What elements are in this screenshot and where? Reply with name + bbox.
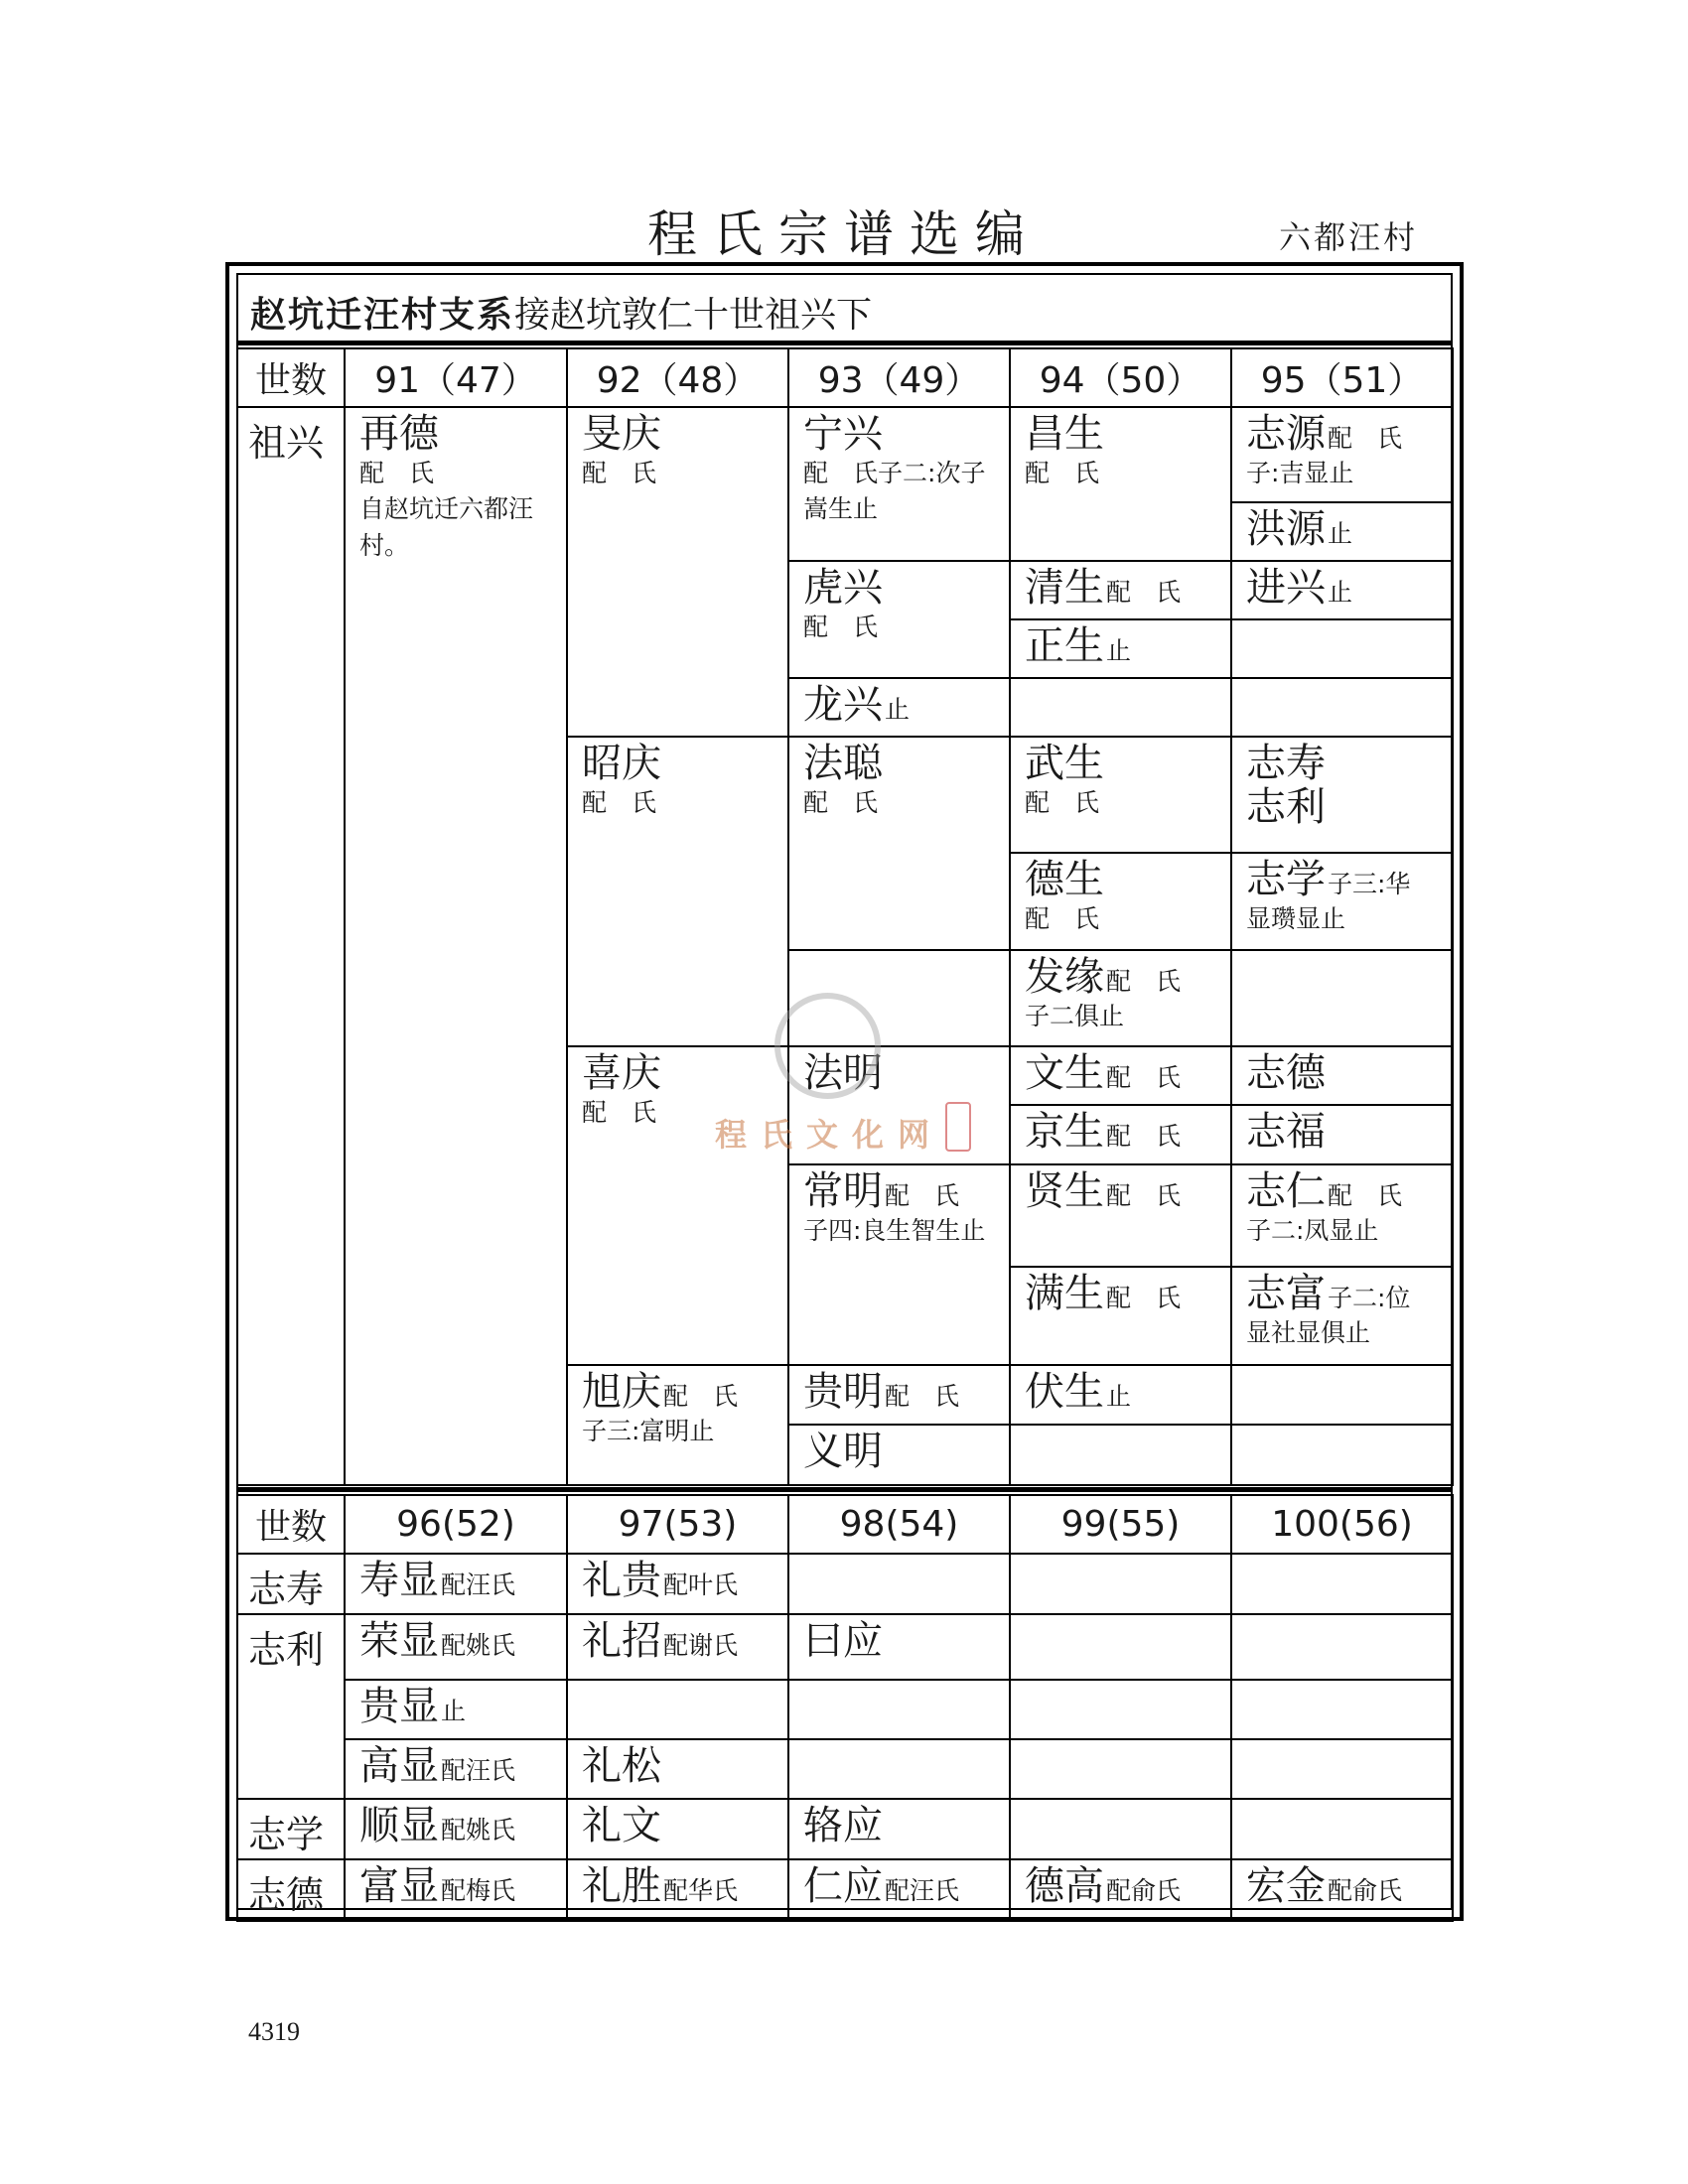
person-name: 礼松	[582, 1743, 661, 1789]
person-name: 法聪	[803, 741, 883, 786]
empty-cell	[1231, 678, 1453, 737]
person-name: 贤生	[1025, 1168, 1104, 1214]
spouse-note: 配 氏	[1025, 459, 1100, 487]
person-name: 贵显	[359, 1684, 439, 1729]
spouse-note: 配叶氏	[663, 1570, 739, 1599]
person-note: 子四:良生智生止	[803, 1216, 986, 1245]
person-note: 显瓒显止	[1246, 904, 1346, 933]
person-cell	[1231, 1105, 1453, 1164]
person-name: 德高	[1025, 1863, 1104, 1909]
person-name: 满生	[1025, 1271, 1104, 1316]
empty-cell	[1231, 1614, 1453, 1680]
status-note: 止	[1328, 519, 1353, 548]
generation-header: 98(54)	[788, 1495, 1010, 1554]
person-note: 子二:凤显止	[1246, 1216, 1379, 1245]
person-cell	[1010, 407, 1231, 561]
person-name: 贵明	[803, 1369, 883, 1415]
person-cell	[1010, 1859, 1231, 1921]
person-cell	[788, 1365, 1010, 1425]
page-title: 程氏宗谱选编	[647, 205, 1041, 263]
person-cell	[788, 1799, 1010, 1859]
status-note: 止	[1328, 578, 1353, 607]
parent-label: 志学	[237, 1799, 345, 1859]
person-cell	[345, 1799, 567, 1859]
empty-cell	[1231, 1680, 1453, 1739]
person-name: 礼招	[582, 1618, 661, 1664]
empty-cell	[1231, 619, 1453, 678]
spouse-note: 配俞氏	[1328, 1876, 1403, 1905]
generation-header: 95（51）	[1231, 348, 1453, 407]
person-name: 顺显	[359, 1803, 439, 1848]
divider	[236, 1487, 1452, 1492]
person-cell	[788, 1614, 1010, 1680]
person-cell	[345, 1614, 567, 1680]
person-cell	[788, 1164, 1010, 1365]
person-note: 自赵坑迁六都汪村。	[359, 494, 534, 560]
person-name: 进兴	[1246, 565, 1326, 611]
person-name: 志寿	[1246, 741, 1326, 786]
person-cell	[1231, 1164, 1453, 1267]
person-name: 志德	[1246, 1050, 1326, 1096]
generation-header: 97(53)	[567, 1495, 788, 1554]
person-cell	[1231, 502, 1453, 561]
person-cell	[788, 1425, 1010, 1485]
person-name: 富显	[359, 1863, 439, 1909]
empty-cell	[1010, 1680, 1231, 1739]
generation-header: 99(55)	[1010, 1495, 1231, 1554]
person-name: 仁应	[803, 1863, 883, 1909]
empty-cell	[1010, 1554, 1231, 1614]
spouse-note: 配 氏	[1025, 788, 1100, 817]
person-name: 曰应	[803, 1618, 883, 1664]
empty-cell	[1010, 1425, 1231, 1485]
person-name: 京生	[1025, 1109, 1104, 1155]
empty-cell	[1010, 678, 1231, 737]
generation-header: 96(52)	[345, 1495, 567, 1554]
person-name: 礼文	[582, 1803, 661, 1848]
person-name: 宏金	[1246, 1863, 1326, 1909]
person-name: 昭庆	[582, 741, 661, 786]
person-cell	[1010, 950, 1231, 1046]
generation-header: 93（49）	[788, 348, 1010, 407]
person-cell	[1010, 561, 1231, 619]
person-name: 志学	[1246, 857, 1326, 902]
person-cell	[1231, 1267, 1453, 1365]
person-note: 子二:位	[1328, 1284, 1411, 1312]
person-name: 高显	[359, 1743, 439, 1789]
person-cell	[567, 1614, 788, 1680]
empty-cell	[1231, 1799, 1453, 1859]
generation-header: 94（50）	[1010, 348, 1231, 407]
person-name: 礼贵	[582, 1558, 661, 1603]
parent-label: 志利	[237, 1614, 345, 1799]
person-cell	[1010, 1105, 1231, 1164]
person-name: 荣显	[359, 1618, 439, 1664]
person-cell	[567, 1554, 788, 1614]
spouse-note: 配俞氏	[1106, 1876, 1182, 1905]
person-cell	[1010, 1164, 1231, 1267]
person-cell	[1231, 407, 1453, 502]
status-note: 止	[1106, 636, 1132, 665]
empty-cell	[788, 1554, 1010, 1614]
person-cell	[788, 1859, 1010, 1921]
person-name: 龙兴	[803, 682, 883, 728]
spouse-note: 配 氏	[1106, 1181, 1182, 1210]
spouse-note: 配 氏	[885, 1382, 960, 1411]
parent-label: 志寿	[237, 1554, 345, 1614]
person-note: 子三:富明止	[582, 1417, 715, 1445]
person-name: 宁兴	[803, 411, 883, 457]
person-cell	[788, 561, 1010, 678]
person-cell	[1231, 1046, 1453, 1105]
person-cell	[1010, 853, 1231, 950]
person-name: 昌生	[1025, 411, 1104, 457]
upper-generation-table	[236, 347, 1454, 1486]
person-name: 洪源	[1246, 506, 1326, 552]
branch-title: 赵坑迁汪村支系	[250, 293, 515, 336]
person-cell	[567, 1739, 788, 1799]
spouse-note: 配 氏子二:次子嵩生止	[803, 459, 986, 524]
empty-cell	[788, 1739, 1010, 1799]
person-name: 文生	[1025, 1050, 1104, 1096]
person-name: 再德	[359, 411, 439, 457]
spouse-note: 配 氏	[1106, 967, 1182, 996]
empty-cell	[1010, 1614, 1231, 1680]
generation-header: 100(56)	[1231, 1495, 1453, 1554]
spouse-note: 配 氏	[582, 1098, 657, 1127]
empty-cell	[1231, 1365, 1453, 1425]
person-name: 法明	[803, 1050, 883, 1096]
person-name: 志源	[1246, 411, 1326, 457]
spouse-note: 配华氏	[663, 1876, 739, 1905]
person-name: 志仁	[1246, 1168, 1326, 1214]
person-cell	[788, 1046, 1010, 1164]
person-name: 志利	[1246, 784, 1326, 830]
person-name: 清生	[1025, 565, 1104, 611]
person-name: 常明	[803, 1168, 883, 1214]
person-cell	[1231, 1859, 1453, 1921]
spouse-note: 配谢氏	[663, 1631, 739, 1660]
person-cell	[567, 1046, 788, 1365]
spouse-note: 配姚氏	[441, 1631, 516, 1660]
empty-cell	[1231, 1554, 1453, 1614]
person-cell	[345, 1554, 567, 1614]
spouse-note: 配 氏	[1025, 904, 1100, 933]
generation-label: 世数	[237, 1495, 345, 1554]
parent-label: 志德	[237, 1859, 345, 1921]
empty-cell	[1231, 1425, 1453, 1485]
spouse-note: 配 氏	[582, 459, 657, 487]
empty-cell	[788, 950, 1010, 1046]
person-cell	[788, 407, 1010, 561]
spouse-note: 配 氏	[1106, 1284, 1182, 1312]
empty-cell	[788, 1680, 1010, 1739]
spouse-note: 配 氏	[1106, 578, 1182, 607]
person-cell	[1010, 619, 1231, 678]
page-location: 六都汪村	[1278, 218, 1418, 256]
spouse-note: 配 氏	[582, 788, 657, 817]
spouse-note: 配 氏	[885, 1181, 960, 1210]
person-cell	[345, 1680, 567, 1739]
empty-cell	[1010, 1739, 1231, 1799]
lower-generation-table	[236, 1494, 1454, 1922]
spouse-note: 配 氏	[359, 459, 435, 487]
watermark-text: 程氏文化网	[715, 1116, 944, 1154]
person-cell	[1010, 1267, 1231, 1365]
spouse-note: 配 氏	[1106, 1063, 1182, 1092]
ancestor-label: 祖兴	[237, 407, 345, 1485]
person-name: 虎兴	[803, 565, 883, 611]
person-cell	[1231, 561, 1453, 619]
person-note: 子:吉显止	[1246, 459, 1354, 487]
spouse-note: 配姚氏	[441, 1816, 516, 1844]
person-cell	[567, 407, 788, 737]
person-note: 显社显俱止	[1246, 1318, 1371, 1347]
generation-header: 92（48）	[567, 348, 788, 407]
page-number: 4319	[248, 2017, 300, 2046]
spouse-note: 配 氏	[1328, 1181, 1403, 1210]
person-name: 志福	[1246, 1109, 1326, 1155]
person-cell	[345, 407, 567, 1485]
person-cell	[1010, 1365, 1231, 1425]
person-name: 旭庆	[582, 1369, 661, 1415]
empty-cell	[567, 1680, 788, 1739]
spouse-note: 配汪氏	[885, 1876, 960, 1905]
person-cell	[788, 737, 1010, 950]
branch-header	[238, 280, 1450, 343]
spouse-note: 配汪氏	[441, 1570, 516, 1599]
person-cell	[1231, 853, 1453, 950]
person-cell	[567, 1365, 788, 1485]
person-cell	[345, 1739, 567, 1799]
person-cell	[788, 678, 1010, 737]
person-name: 志富	[1246, 1271, 1326, 1316]
person-note: 子三:华	[1328, 870, 1411, 898]
empty-cell	[1231, 1739, 1453, 1799]
person-name: 发缘	[1025, 954, 1104, 1000]
person-cell	[1010, 737, 1231, 853]
person-cell	[567, 1799, 788, 1859]
person-name: 寿显	[359, 1558, 439, 1603]
generation-header: 91（47）	[345, 348, 567, 407]
person-name: 德生	[1025, 857, 1104, 902]
person-cell	[1010, 1046, 1231, 1105]
person-name: 武生	[1025, 741, 1104, 786]
spouse-note: 配 氏	[663, 1382, 739, 1411]
spouse-note: 配 氏	[803, 613, 879, 641]
person-cell	[1231, 737, 1453, 853]
person-name: 礼胜	[582, 1863, 661, 1909]
spouse-note: 配 氏	[1106, 1122, 1182, 1151]
status-note: 止	[885, 695, 911, 724]
person-cell	[345, 1859, 567, 1921]
branch-note: 接赵坑敦仁十世祖兴下	[514, 294, 873, 336]
empty-cell	[1231, 950, 1453, 1046]
spouse-note: 配 氏	[803, 788, 879, 817]
spouse-note: 配梅氏	[441, 1876, 516, 1905]
person-name: 旻庆	[582, 411, 661, 457]
person-name: 喜庆	[582, 1050, 661, 1096]
generation-label: 世数	[237, 348, 345, 407]
person-cell	[567, 1859, 788, 1921]
divider	[236, 341, 1452, 345]
person-name: 义明	[803, 1429, 883, 1474]
empty-cell	[1010, 1799, 1231, 1859]
person-name: 正生	[1025, 623, 1104, 669]
person-name: 伏生	[1025, 1369, 1104, 1415]
status-note: 止	[441, 1697, 467, 1725]
spouse-note: 配汪氏	[441, 1756, 516, 1785]
spouse-note: 配 氏	[1328, 424, 1403, 453]
status-note: 止	[1106, 1382, 1132, 1411]
person-cell	[567, 737, 788, 1046]
person-name: 辂应	[803, 1803, 883, 1848]
person-note: 子二俱止	[1025, 1002, 1125, 1030]
